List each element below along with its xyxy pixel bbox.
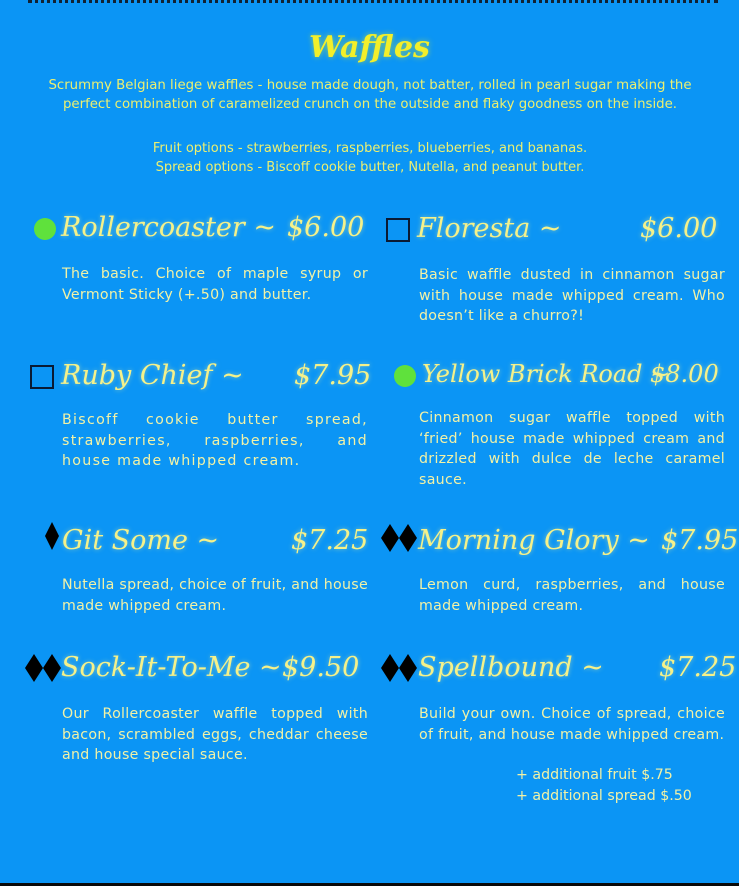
item-desc-ruby-chief: Biscoff cookie butter spread, strawberries, raspberries, and house made whipped cream.: [62, 412, 368, 469]
addon-fruit: + additional fruit $.75: [516, 767, 673, 783]
spread-options: Spread options - Biscoff cookie butter, Nutella, and peanut butter.: [155, 160, 585, 175]
item-price-ruby-chief: $7.95: [294, 360, 372, 391]
item-price-sock-it-to-me: $9.50: [282, 652, 360, 683]
item-desc-sock-it-to-me: Our Rollercoaster waffle topped with bacon, scrambled eggs, cheddar cheese and house special sauce.: [62, 706, 368, 763]
double-black-diamond-icon: [381, 654, 417, 681]
item-desc-yellow-brick-road: Cinnamon sugar waffle topped with ‘fried’ house made whipped cream and drizzled with dulce de leche caramel sauce.: [419, 410, 725, 488]
item-name-spellbound: Spellbound ~: [418, 652, 604, 683]
item-price-yellow-brick-road: $8.00: [650, 360, 719, 388]
blue-square-icon: [386, 218, 410, 242]
item-price-morning-glory: $7.95: [661, 525, 739, 556]
item-name-rollercoaster: Rollercoaster ~: [61, 212, 277, 243]
intro-text: Scrummy Belgian liege waffles - house made dough, not batter, rolled in pearl sugar making the perfect combination of caramelized crunch on the outside and flaky goodness on the inside.: [48, 78, 692, 112]
item-name-floresta: Floresta ~: [417, 213, 562, 244]
item-price-spellbound: $7.25: [659, 652, 737, 683]
double-black-diamond-icon: [381, 524, 417, 551]
addon-spread: + additional spread $.50: [516, 788, 692, 804]
addons-list: [516, 765, 692, 807]
options-block: [90, 139, 650, 177]
item-desc-morning-glory: Lemon curd, raspberries, and house made whipped cream.: [419, 577, 725, 614]
double-black-diamond-icon: [25, 654, 61, 681]
item-desc-floresta: Basic waffle dusted in cinnamon sugar with house made whipped cream. Who doesn’t like a churro?!: [419, 267, 725, 324]
green-circle-icon: [394, 365, 416, 387]
item-desc-spellbound: Build your own. Choice of spread, choice of fruit, and house made whipped cream.: [419, 706, 725, 743]
item-name-sock-it-to-me: Sock-It-To-Me ~: [61, 652, 282, 683]
blue-square-icon: [30, 365, 54, 389]
item-desc-rollercoaster: The basic. Choice of maple syrup or Vermont Sticky (+.50) and butter.: [62, 266, 368, 303]
section-title: Waffles: [309, 30, 430, 65]
item-name-git-some: Git Some ~: [62, 525, 220, 556]
item-name-morning-glory: Morning Glory ~: [418, 525, 650, 556]
item-price-floresta: $6.00: [640, 213, 718, 244]
item-name-ruby-chief: Ruby Chief ~: [61, 360, 244, 391]
black-diamond-icon: [45, 522, 58, 549]
item-name-yellow-brick-road: Yellow Brick Road ~: [422, 360, 671, 388]
item-price-rollercoaster: $6.00: [287, 212, 365, 243]
fruit-options: Fruit options - strawberries, raspberries, blueberries, and bananas.: [152, 141, 588, 156]
item-desc-git-some: Nutella spread, choice of fruit, and house made whipped cream.: [62, 577, 368, 614]
top-dotted-divider: [28, 0, 718, 6]
item-price-git-some: $7.25: [291, 525, 369, 556]
green-circle-icon: [34, 218, 56, 240]
